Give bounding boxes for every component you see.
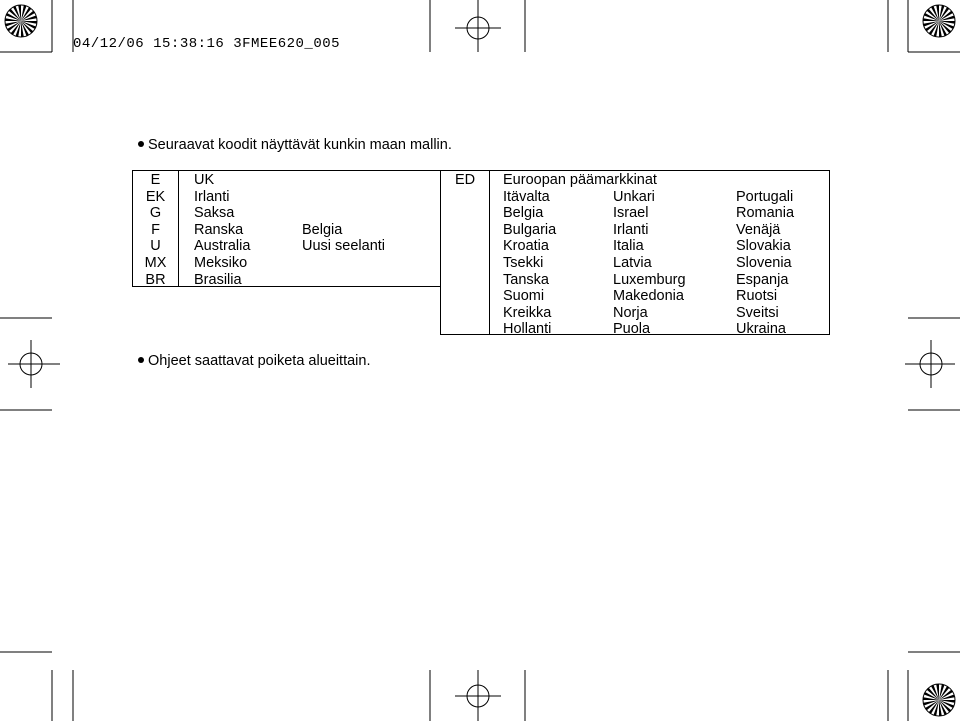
country-name: Suomi [503, 288, 545, 305]
model-code: G [149, 205, 162, 222]
country-name: Sveitsi [736, 304, 779, 321]
country-name: Saksa [194, 205, 235, 222]
country-name: Norja [613, 304, 648, 321]
model-code: U [150, 238, 161, 255]
country-name: Slovakia [736, 238, 791, 255]
country-name: Tsekki [503, 255, 544, 271]
country-name: Portugali [736, 188, 794, 205]
model-code: F [151, 221, 160, 238]
region-code-ed: ED [455, 172, 476, 188]
country-name: Ranska [194, 221, 244, 238]
country-name: Unkari [613, 188, 655, 205]
country-name: UK [194, 172, 215, 188]
country-name: Italia [613, 238, 644, 255]
country-name: Tanska [503, 271, 549, 288]
country-name: Hollanti [503, 321, 552, 338]
country-name: Belgia [503, 205, 544, 222]
country-name: Itävalta [503, 188, 550, 205]
model-code: E [150, 172, 161, 188]
country-name: Makedonia [613, 288, 684, 305]
model-code: EK [145, 188, 166, 205]
country-name: Irlanti [613, 221, 649, 238]
top-left-starburst-icon [5, 5, 37, 37]
model-code: BR [145, 271, 166, 288]
country-name: Brasilia [194, 271, 242, 288]
country-name: Espanja [736, 271, 789, 288]
intro-text: Seuraavat koodit näyttävät kunkin maan mallin. [148, 137, 452, 153]
regional-note-text: Ohjeet saattavat poiketa alueittain. [148, 353, 371, 369]
country-name: Israel [613, 205, 649, 222]
country-name: Kroatia [503, 238, 549, 255]
country-name: Meksiko [194, 255, 248, 271]
country-name: Irlanti [194, 188, 230, 205]
country-name: Slovenia [736, 255, 792, 271]
region-title: Euroopan päämarkkinat [503, 172, 657, 188]
country-name: Venäjä [736, 221, 781, 238]
country-name-secondary: Uusi seelanti [302, 238, 386, 255]
country-name: Latvia [613, 255, 652, 271]
country-name: Australia [194, 238, 251, 255]
country-name: Romania [736, 205, 795, 222]
print-stamp: 04/12/06 15:38:16 3FMEE620_005 [73, 36, 341, 52]
country-name-secondary: Belgia [302, 221, 343, 238]
top-right-starburst-icon [923, 5, 955, 37]
country-name: Ukraina [736, 321, 786, 338]
country-name: Kreikka [503, 304, 552, 321]
bottom-right-starburst-icon [923, 684, 955, 716]
country-name: Luxemburg [613, 271, 686, 288]
country-name: Bulgaria [503, 221, 557, 238]
model-code: MX [144, 255, 167, 271]
country-name: Ruotsi [736, 288, 778, 305]
country-name: Puola [613, 321, 651, 338]
